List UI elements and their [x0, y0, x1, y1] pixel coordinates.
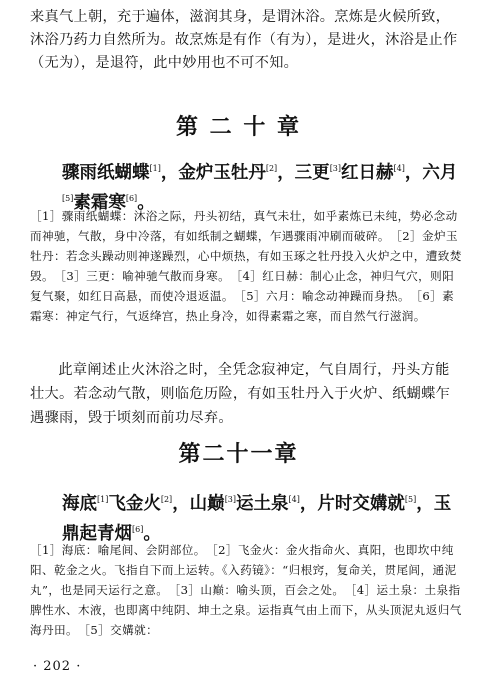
verse-segment: 。: [137, 192, 155, 213]
page-number: · 202 ·: [33, 659, 82, 674]
footnote-marker: [4]: [393, 164, 405, 173]
verse-segment: 运土泉: [236, 493, 289, 514]
footnote-marker: [4]: [288, 495, 300, 504]
footnote-marker: [6]: [125, 193, 138, 203]
verse-segment: 飞金火: [108, 493, 161, 514]
verse-segment: ，六月: [404, 162, 458, 183]
chapter-20-title: 第 二 十 章: [176, 114, 301, 140]
chapter-20-notes: ［1］骤雨纸蝴蝶：沐浴之际，丹头初结，真气未壮，如乎素炼已未纯，势必念动而神驰，气散，身中冷落，有如纸制之蝴蝶，乍遇骤雨冲刷而破碎。 ［2］金炉玉牡丹：若念头躁动则神遂躁烈，心中烦热，有如玉琢之牡丹投入火炉之中，遭致焚毁。 ［3］三更：喻神驰气散而身寒。 ［4］红日赫：制心止念，神归气穴，则阳复气聚，如红日高悬，而使冷退返温。 ［5］六月：喻念动神躁而身热。 ［6］素霜寒：神定气行，气返绛宫，热止身冷，如得素霜之寒，而自然气行滋润。: [30, 209, 462, 323]
footnote-marker: [3]: [224, 495, 237, 504]
footnote-marker: [1]: [97, 495, 109, 504]
verse-segment: 红日赫: [341, 162, 394, 183]
chapter-21-verse: [62, 487, 462, 547]
verse-segment: ，山巅: [172, 493, 225, 514]
footnote-marker: [5]: [62, 193, 74, 203]
footnote-marker: [1]: [149, 164, 161, 173]
footnote-marker: [2]: [160, 495, 173, 504]
verse-segment: ，三更: [277, 162, 330, 183]
chapter-21-title: 第二十一章: [178, 441, 299, 467]
chapter-21-notes: ［1］海底：喻尾闾、会阴部位。 ［2］飞金火：金火指命火、真阳，也即坎中纯阳、乾金之火。飞指自下而上运转。《入药镜》：“归根窍，复命关，贯尾闾，通泥丸”，也是同天运行之意。 ［3］山巅：喻头顶，百会之处。 ［4］运土泉：土泉指脾性水、木液，也即离中纯阴、坤土之泉。运指真气由上而下，从头顶泥丸返归气海丹田。 ［5］交媾就：: [30, 543, 462, 637]
verse-segment: 。: [143, 523, 161, 544]
footnote-marker: [2]: [265, 164, 278, 173]
verse-segment: 素霜寒: [73, 192, 126, 213]
footnote-marker: [5]: [404, 495, 417, 504]
top-paragraph: 来真气上朝，充于遍体，滋润其身，是谓沐浴。烹炼是火候所致，沐浴乃药力自然所为。故烹炼是有作（有为），是进火，沐浴是止作（无为），是退符，此中妙用也不可不知。: [30, 9, 458, 71]
verse-segment: 骤雨纸蝴蝶: [62, 162, 150, 183]
verse-segment: ，玉鼎起青烟: [62, 493, 452, 544]
verse-segment: ，金炉玉牡丹: [160, 162, 266, 183]
verse-segment: 海底: [62, 493, 97, 514]
footnote-marker: [3]: [329, 164, 342, 173]
footnote-marker: [6]: [132, 524, 144, 534]
chapter-20-commentary: 此章阐述止火沐浴之时，全凭念寂神定，气自周行，丹头方能壮大。若念动气散，则临危历险，有如玉牡丹入于火炉、纸蝴蝶乍遇骤雨，毁于顷刻而前功尽弃。: [30, 362, 451, 426]
verse-segment: ，片时交媾就: [299, 493, 405, 514]
